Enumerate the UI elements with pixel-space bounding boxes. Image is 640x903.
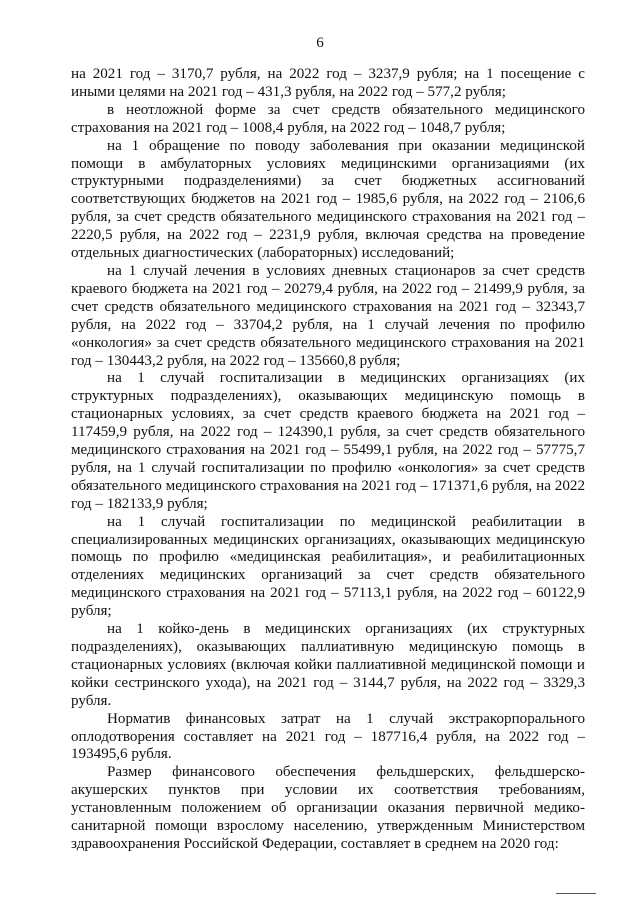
- paragraph-continuation-visits: на 2021 год – 3170,7 рубля, на 2022 год – 3237,9 рубля; на 1 посещение с иными целями на 2021 год – 431,3 рубля, на 2022 год – 577,2 рубля;: [71, 66, 585, 100]
- paragraph-ivf-norm: Норматив финансовых затрат на 1 случай экстракорпорального оплодотворения составляет на 2021 год – 187716,4 рубля, на 2022 год – 193495,6 рубля.: [71, 710, 585, 763]
- paragraph-palliative-bed-day: на 1 койко-день в медицинских организациях (их структурных подразделениях), оказывающих паллиативную медицинскую помощь в стационарных условиях (включая койки паллиативной медицинской помощи и койки сестринского ухода), на 2021 год – 3144,7 рубля, на 2022 год – 3329,3 рубля.: [71, 621, 585, 709]
- paragraph-rehabilitation: на 1 случай госпитализации по медицинской реабилитации в специализированных медицинских организациях, оказывающих медицинскую помощь по профилю «медицинская реабилитация», и реабилитационных отделениях медицинских организаций за счет средств обязательного медицинского страхования на 2021 год – 57113,1 рубля, на 2022 год – 60122,9 рубля;: [71, 513, 585, 620]
- paragraph-day-hospital: на 1 случай лечения в условиях дневных стационаров за счет средств краевого бюджета на 2021 год – 20279,4 рубля, на 2022 год – 21499,9 рубля, за счет средств обязательного медицинского страхования на 2021 год – 32343,7 рубля, на 2022 год – 33704,2 рубля, на 1 случай лечения по профилю «онкология» за счет средств обязательного медицинского страхования на 2021 год – 130443,2 рубля, на 2022 год – 135660,8 рубля;: [71, 262, 585, 369]
- footer-divider: [556, 893, 596, 894]
- paragraph-hospitalization: на 1 случай госпитализации в медицинских организациях (их структурных подразделениях), оказывающих медицинскую помощь в стационарных условиях, за счет средств краевого бюджета на 2021 год – 117459,9 рубля, на 2022 год – 124390,1 рубля, за счет средств обязательного медицинского страхования на 2021 год – 55499,1 рубля, на 2022 год – 57775,7 рубля, на 1 случай госпитализации по профилю «онкология» за счет средств обязательного медицинского страхования на 2021 год – 171371,6 рубля, на 2022 год – 182133,9 рубля;: [71, 370, 585, 512]
- paragraph-urgent-care: в неотложной форме за счет средств обязательного медицинского страхования на 2021 год – 1008,4 рубля, на 2022 год – 1048,7 рубля;: [71, 101, 585, 136]
- page-number: 6: [316, 35, 324, 51]
- paragraph-disease-consultation: на 1 обращение по поводу заболевания при оказании медицинской помощи в амбулаторных условиях медицинскими организациями (их структурными подразделениями) за счет бюджетных ассигнований соответствующих бюджетов на 2021 год – 1985,6 рубля, на 2022 год – 2106,6 рубля, за счет средств обязательного медицинского страхования на 2021 год – 2220,5 рубля, на 2022 год – 2231,9 рубля, включая средства на проведение отдельных диагностических (лабораторных) исследований;: [71, 137, 585, 262]
- document-body: [71, 66, 585, 854]
- paragraph-feldsher-points: Размер финансового обеспечения фельдшерских, фельдшерско-акушерских пунктов при условии их соответствия требованиям, установленным положением об организации оказания первичной медико-санитарной помощи взрослому населению, утвержденным Министерством здравоохранения Российской Федерации, составляет в среднем на 2020 год:: [71, 764, 585, 852]
